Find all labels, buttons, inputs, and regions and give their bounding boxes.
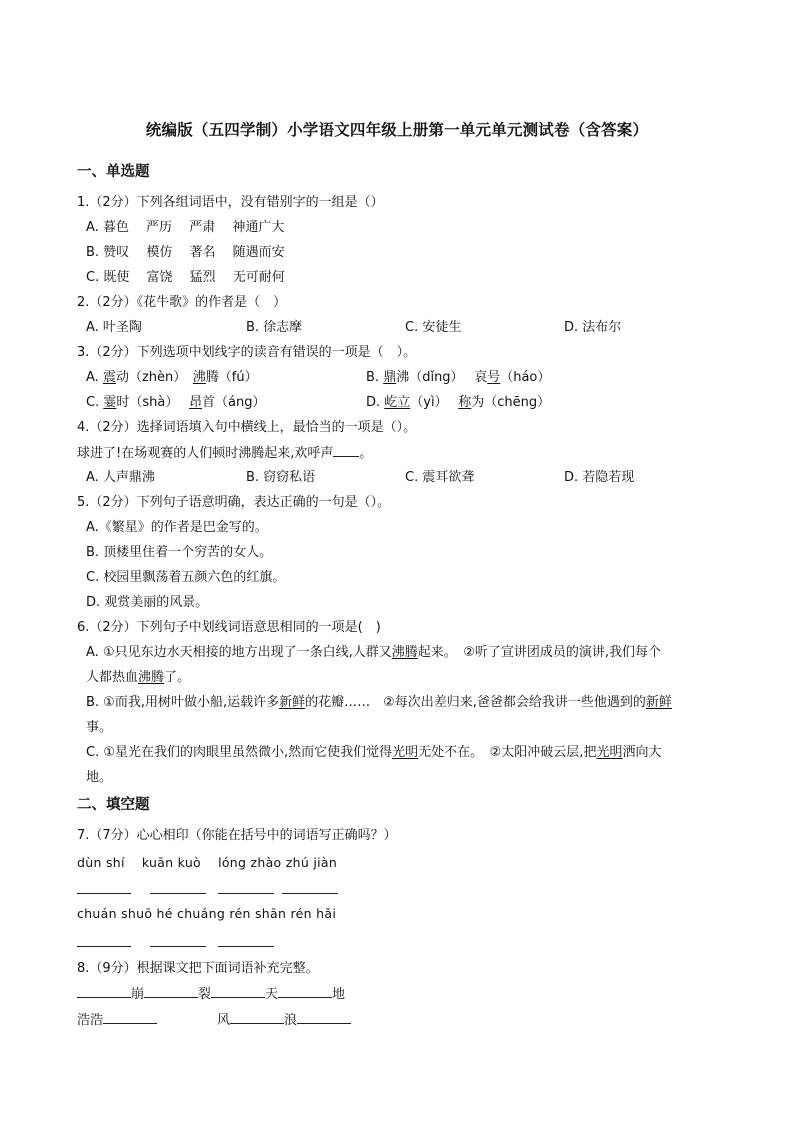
option-text: 洒向大 xyxy=(622,745,662,760)
answer-blank[interactable] xyxy=(150,893,206,894)
option-text: 无处不在。 ②太阳冲破云层,把 xyxy=(418,745,597,760)
option-text: B. ①而我,用树叶做小船,运载许多 xyxy=(86,695,280,710)
sentence-text: 。 xyxy=(359,446,373,461)
answer-blank[interactable] xyxy=(150,946,206,947)
section-heading-fill-blank: 二、填空题 xyxy=(77,797,150,813)
answer-blank[interactable] xyxy=(230,1011,284,1024)
underlined-word: 光明 xyxy=(392,745,419,760)
section-heading-single-choice: 一、单选题 xyxy=(77,164,150,180)
question-6-option-a xyxy=(86,644,722,662)
underlined-word: 沸腾 xyxy=(138,670,165,685)
question-6-stem: 6.（2分）下列句子中划线词语意思相同的一项是( ) xyxy=(77,620,381,635)
word-char: 浩浩 xyxy=(77,1013,104,1028)
underlined-char: 沸 xyxy=(192,370,206,385)
question-8-row-2-right xyxy=(217,1011,351,1030)
option-text: A. ①只见东边水天相接的地方出现了一条白线,人群又 xyxy=(86,645,392,660)
question-5-option-c: C. 校园里飘荡着五颜六色的红旗。 xyxy=(86,570,286,585)
question-2-option-c: C. 安徒生 xyxy=(405,320,462,335)
question-3-stem: 3.（2分）下列选项中划线字的读音有错误的一项是（ ）。 xyxy=(77,345,417,360)
option-text: 首（áng） xyxy=(202,395,266,410)
word-char: 风 xyxy=(217,1013,231,1028)
answer-blank[interactable] xyxy=(333,444,359,457)
question-4-option-b: B. 窃窃私语 xyxy=(246,470,316,485)
answer-blank[interactable] xyxy=(211,985,265,998)
question-1-option-b: B. 赞叹 模仿 著名 随遇而安 xyxy=(86,245,285,260)
question-5-stem: 5.（2分）下列句子语意明确，表达正确的一句是（）。 xyxy=(77,495,391,510)
question-8-stem: 8.（9分）根据课文把下面词语补充完整。 xyxy=(77,961,319,976)
question-5-option-a: A.《繁星》的作者是巴金写的。 xyxy=(86,520,268,535)
question-4-stem: 4.（2分）选择词语填入句中横线上，最恰当的一项是（）。 xyxy=(77,420,417,435)
underlined-word: 新鲜 xyxy=(279,695,306,710)
option-text: 了。 xyxy=(164,670,191,685)
question-2-stem: 2.（2分）《花牛歌》的作者是（ ） xyxy=(77,295,287,310)
answer-blank[interactable] xyxy=(77,893,131,894)
question-6-option-b xyxy=(86,694,722,712)
question-2-option-d: D. 法布尔 xyxy=(564,320,622,335)
option-text: 为（chēng） xyxy=(471,395,551,410)
question-4-sentence xyxy=(77,444,372,463)
answer-blank[interactable] xyxy=(77,946,131,947)
option-prefix: B. xyxy=(366,370,384,385)
option-text: （yì） xyxy=(410,395,459,410)
question-2-option-a: A. 叶圣陶 xyxy=(86,320,142,335)
underlined-char: 称 xyxy=(458,395,472,410)
underlined-word: 屹立 xyxy=(384,395,411,410)
option-text: 起来。 ②听了宣讲团成员的演讲,我们每个 xyxy=(417,645,662,660)
option-prefix: D. xyxy=(366,395,385,410)
word-char: 浪 xyxy=(284,1013,298,1028)
word-char: 崩 xyxy=(131,987,145,1002)
question-1-stem: 1.（2分）下列各组词语中，没有错别字的一组是（） xyxy=(77,195,384,210)
option-text: 人都热血 xyxy=(86,670,139,685)
question-8-row-1 xyxy=(77,985,345,1004)
question-3-option-b xyxy=(366,369,550,387)
word-char: 裂 xyxy=(198,987,212,1002)
question-6-option-b-cont: 事。 xyxy=(86,720,113,735)
underlined-word: 光明 xyxy=(596,745,623,760)
option-text: 时（shà） xyxy=(116,395,189,410)
option-text: 沸（dǐng） 哀 xyxy=(396,370,488,385)
underlined-char: 号 xyxy=(487,370,501,385)
question-4-option-a: A. 人声鼎沸 xyxy=(86,470,155,485)
answer-blank[interactable] xyxy=(218,946,274,947)
option-prefix: C. xyxy=(86,395,104,410)
question-1-option-c: C. 既使 富饶 猛烈 无可耐何 xyxy=(86,270,285,285)
answer-blank[interactable] xyxy=(297,1011,351,1024)
underlined-word: 沸腾 xyxy=(391,645,418,660)
underlined-char: 霎 xyxy=(103,395,117,410)
question-5-option-b: B. 顶楼里住着一个穷苦的女人。 xyxy=(86,545,273,560)
question-6-option-c xyxy=(86,744,722,762)
sentence-text: 球进了!在场观赛的人们顿时沸腾起来,欢呼声 xyxy=(77,446,334,461)
option-text: C. ①星光在我们的肉眼里虽然微小,然而它使我们觉得 xyxy=(86,745,393,760)
answer-blank[interactable] xyxy=(218,893,274,894)
underlined-char: 震 xyxy=(102,370,116,385)
underlined-word: 新鲜 xyxy=(645,695,672,710)
question-4-option-c: C. 震耳欲聋 xyxy=(405,470,475,485)
document-title: 统编版（五四学制）小学语文四年级上册第一单元单元测试卷（含答案） xyxy=(145,121,649,139)
underlined-char: 昂 xyxy=(188,395,202,410)
answer-blank[interactable] xyxy=(77,985,131,998)
answer-blank[interactable] xyxy=(103,1011,157,1024)
word-char: 地 xyxy=(332,987,346,1002)
question-7-pinyin-row-2: chuán shuō hé chuáng rén shān rén hǎi xyxy=(77,906,337,921)
question-6-option-c-cont: 地。 xyxy=(86,770,113,785)
question-7-pinyin-row-1: dùn shí kuān kuò lóng zhào zhú jiàn xyxy=(77,855,338,870)
question-4-option-d: D. 若隐若现 xyxy=(564,470,635,485)
option-text: 腾（fú） xyxy=(205,370,258,385)
question-8-row-2-left xyxy=(77,1011,157,1030)
option-text: 动（zhèn） xyxy=(115,370,193,385)
option-text: （háo） xyxy=(500,370,551,385)
question-2-option-b: B. 徐志摩 xyxy=(246,320,303,335)
question-1-option-a: A. 暮色 严历 严肃 神通广大 xyxy=(86,220,285,235)
answer-blank[interactable] xyxy=(282,893,338,894)
word-char: 天 xyxy=(265,987,279,1002)
answer-blank[interactable] xyxy=(278,985,332,998)
answer-blank[interactable] xyxy=(144,985,198,998)
underlined-char: 鼎 xyxy=(383,370,397,385)
question-6-option-a-cont xyxy=(86,669,722,687)
question-5-option-d: D. 观赏美丽的风景。 xyxy=(86,595,209,610)
question-3-option-c xyxy=(86,394,265,412)
question-7-stem: 7.（7分）心心相印（你能在括号中的词语写正确吗？） xyxy=(77,828,397,843)
option-text: 的花瓣…… ②每次出差归来,爸爸都会给我讲一些他遇到的 xyxy=(305,695,646,710)
question-3-option-d xyxy=(366,394,550,412)
question-3-option-a xyxy=(86,369,258,387)
option-prefix: A. xyxy=(86,370,103,385)
